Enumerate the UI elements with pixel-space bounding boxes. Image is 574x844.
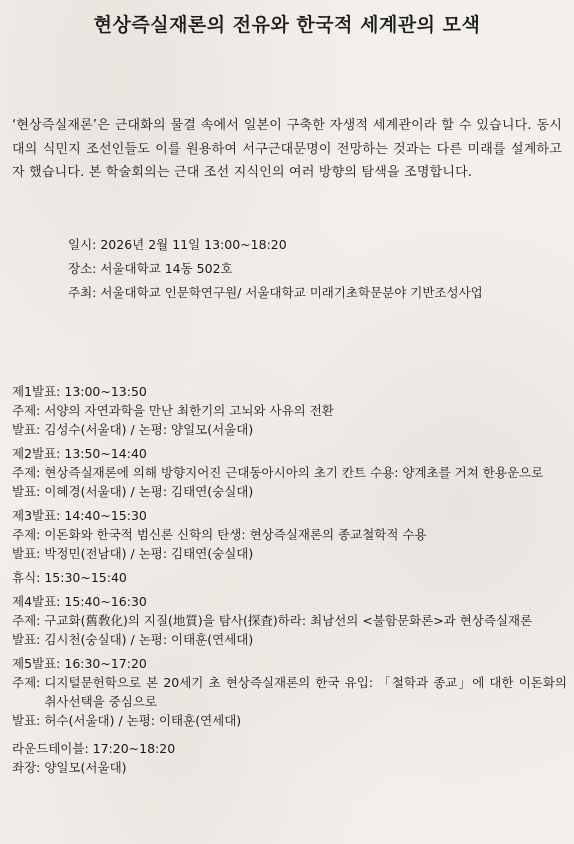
- topic-label: 주제:: [12, 403, 41, 418]
- roundtable-chair: 좌장: 양일모(서울대): [12, 760, 127, 775]
- session-topic: [12, 673, 567, 711]
- session-header: 제1발표: 13:00~13:50: [12, 384, 147, 399]
- session-topic: [12, 525, 567, 544]
- roundtable-header: 라운드테이블: 17:20~18:20: [12, 741, 176, 756]
- presenter-label: 발표:: [12, 484, 41, 499]
- topic-label: 주제:: [12, 675, 41, 690]
- event-place-value: 서울대학교 14동 502호: [100, 261, 233, 276]
- topic-label: 주제:: [12, 613, 41, 628]
- session-presenter: [12, 544, 567, 563]
- session-presenter: [12, 482, 567, 501]
- session-topic: [12, 463, 567, 482]
- presenter-text: 박정민(전남대) / 논평: 김태연(숭실대): [44, 546, 254, 561]
- break-time: 휴식: 15:30~15:40: [12, 570, 127, 585]
- event-host: [68, 281, 483, 305]
- session-topic: [12, 401, 567, 420]
- session-5: [12, 654, 567, 730]
- session-1: [12, 382, 567, 439]
- roundtable: [12, 739, 567, 777]
- topic-text: 현상즉실재론에 의해 방향지어진 근대동아시아의 초기 칸트 수용: 양계초를 거쳐 한용운으로: [44, 465, 544, 480]
- event-host-label: 주최:: [68, 285, 97, 300]
- topic-text: 이돈화와 한국적 범신론 신학의 탄생: 현상즉실재론의 종교철학적 수용: [44, 527, 427, 542]
- intro-paragraph: ‘현상즉실재론’은 근대화의 물결 속에서 일본이 구축한 자생적 세계관이라 할 수 있습니다. 동시대의 식민지 조선인들도 이를 원용하여 서구근대문명이 전망하는 것과는 다른 미래를 설계하고자 했습니다. 본 학술회의는 근대 조선 지식인의 여러 방향의 탐색을 조명합니다.: [12, 118, 562, 180]
- presenter-text: 허수(서울대) / 논평: 이태훈(연세대): [44, 713, 242, 728]
- session-presenter: [12, 711, 567, 730]
- session-header: 제5발표: 16:30~17:20: [12, 656, 147, 671]
- presenter-text: 이혜경(서울대) / 논평: 김태연(숭실대): [44, 484, 254, 499]
- session-4: [12, 592, 567, 649]
- presenter-label: 발표:: [12, 546, 41, 561]
- presenter-label: 발표:: [12, 632, 41, 647]
- event-date-value: 2026년 2월 11일 13:00~18:20: [100, 237, 287, 252]
- presenter-label: 발표:: [12, 713, 41, 728]
- event-date-label: 일시:: [68, 237, 97, 252]
- event-place-label: 장소:: [68, 261, 97, 276]
- presenter-text: 김시천(숭실대) / 논평: 이태훈(연세대): [44, 632, 254, 647]
- presenter-text: 김성수(서울대) / 논평: 양일모(서울대): [44, 422, 254, 437]
- session-header: 제4발표: 15:40~16:30: [12, 594, 147, 609]
- event-date: [68, 233, 483, 257]
- session-header: 제3발표: 14:40~15:30: [12, 508, 147, 523]
- topic-text: 디지털문헌학으로 본 20세기 초 현상즉실재론의 한국 유입: 「철학과 종교」에 대한 이돈화의 취사선택을 중심으로: [44, 675, 567, 709]
- page-title: 현상즉실재론의 전유와 한국적 세계관의 모색: [93, 14, 481, 36]
- presenter-label: 발표:: [12, 422, 41, 437]
- session-2: [12, 444, 567, 501]
- session-topic: [12, 611, 567, 630]
- topic-text: 구교화(舊敎化)의 지질(地質)을 탐사(探査)하라: 최남선의 <불함문화론>과 현상즉실재론: [44, 613, 533, 628]
- topic-label: 주제:: [12, 527, 41, 542]
- session-header: 제2발표: 13:50~14:40: [12, 446, 147, 461]
- event-host-value: 서울대학교 인문학연구원/ 서울대학교 미래기초학문분야 기반조성사업: [100, 285, 483, 300]
- program-schedule: [12, 382, 567, 782]
- session-3: [12, 506, 567, 563]
- session-presenter: [12, 630, 567, 649]
- topic-label: 주제:: [12, 465, 41, 480]
- topic-text: 서양의 자연과학을 만난 최한기의 고뇌와 사유의 전환: [44, 403, 334, 418]
- event-info: [68, 233, 483, 305]
- break: [12, 568, 567, 587]
- event-place: [68, 257, 483, 281]
- session-presenter: [12, 420, 567, 439]
